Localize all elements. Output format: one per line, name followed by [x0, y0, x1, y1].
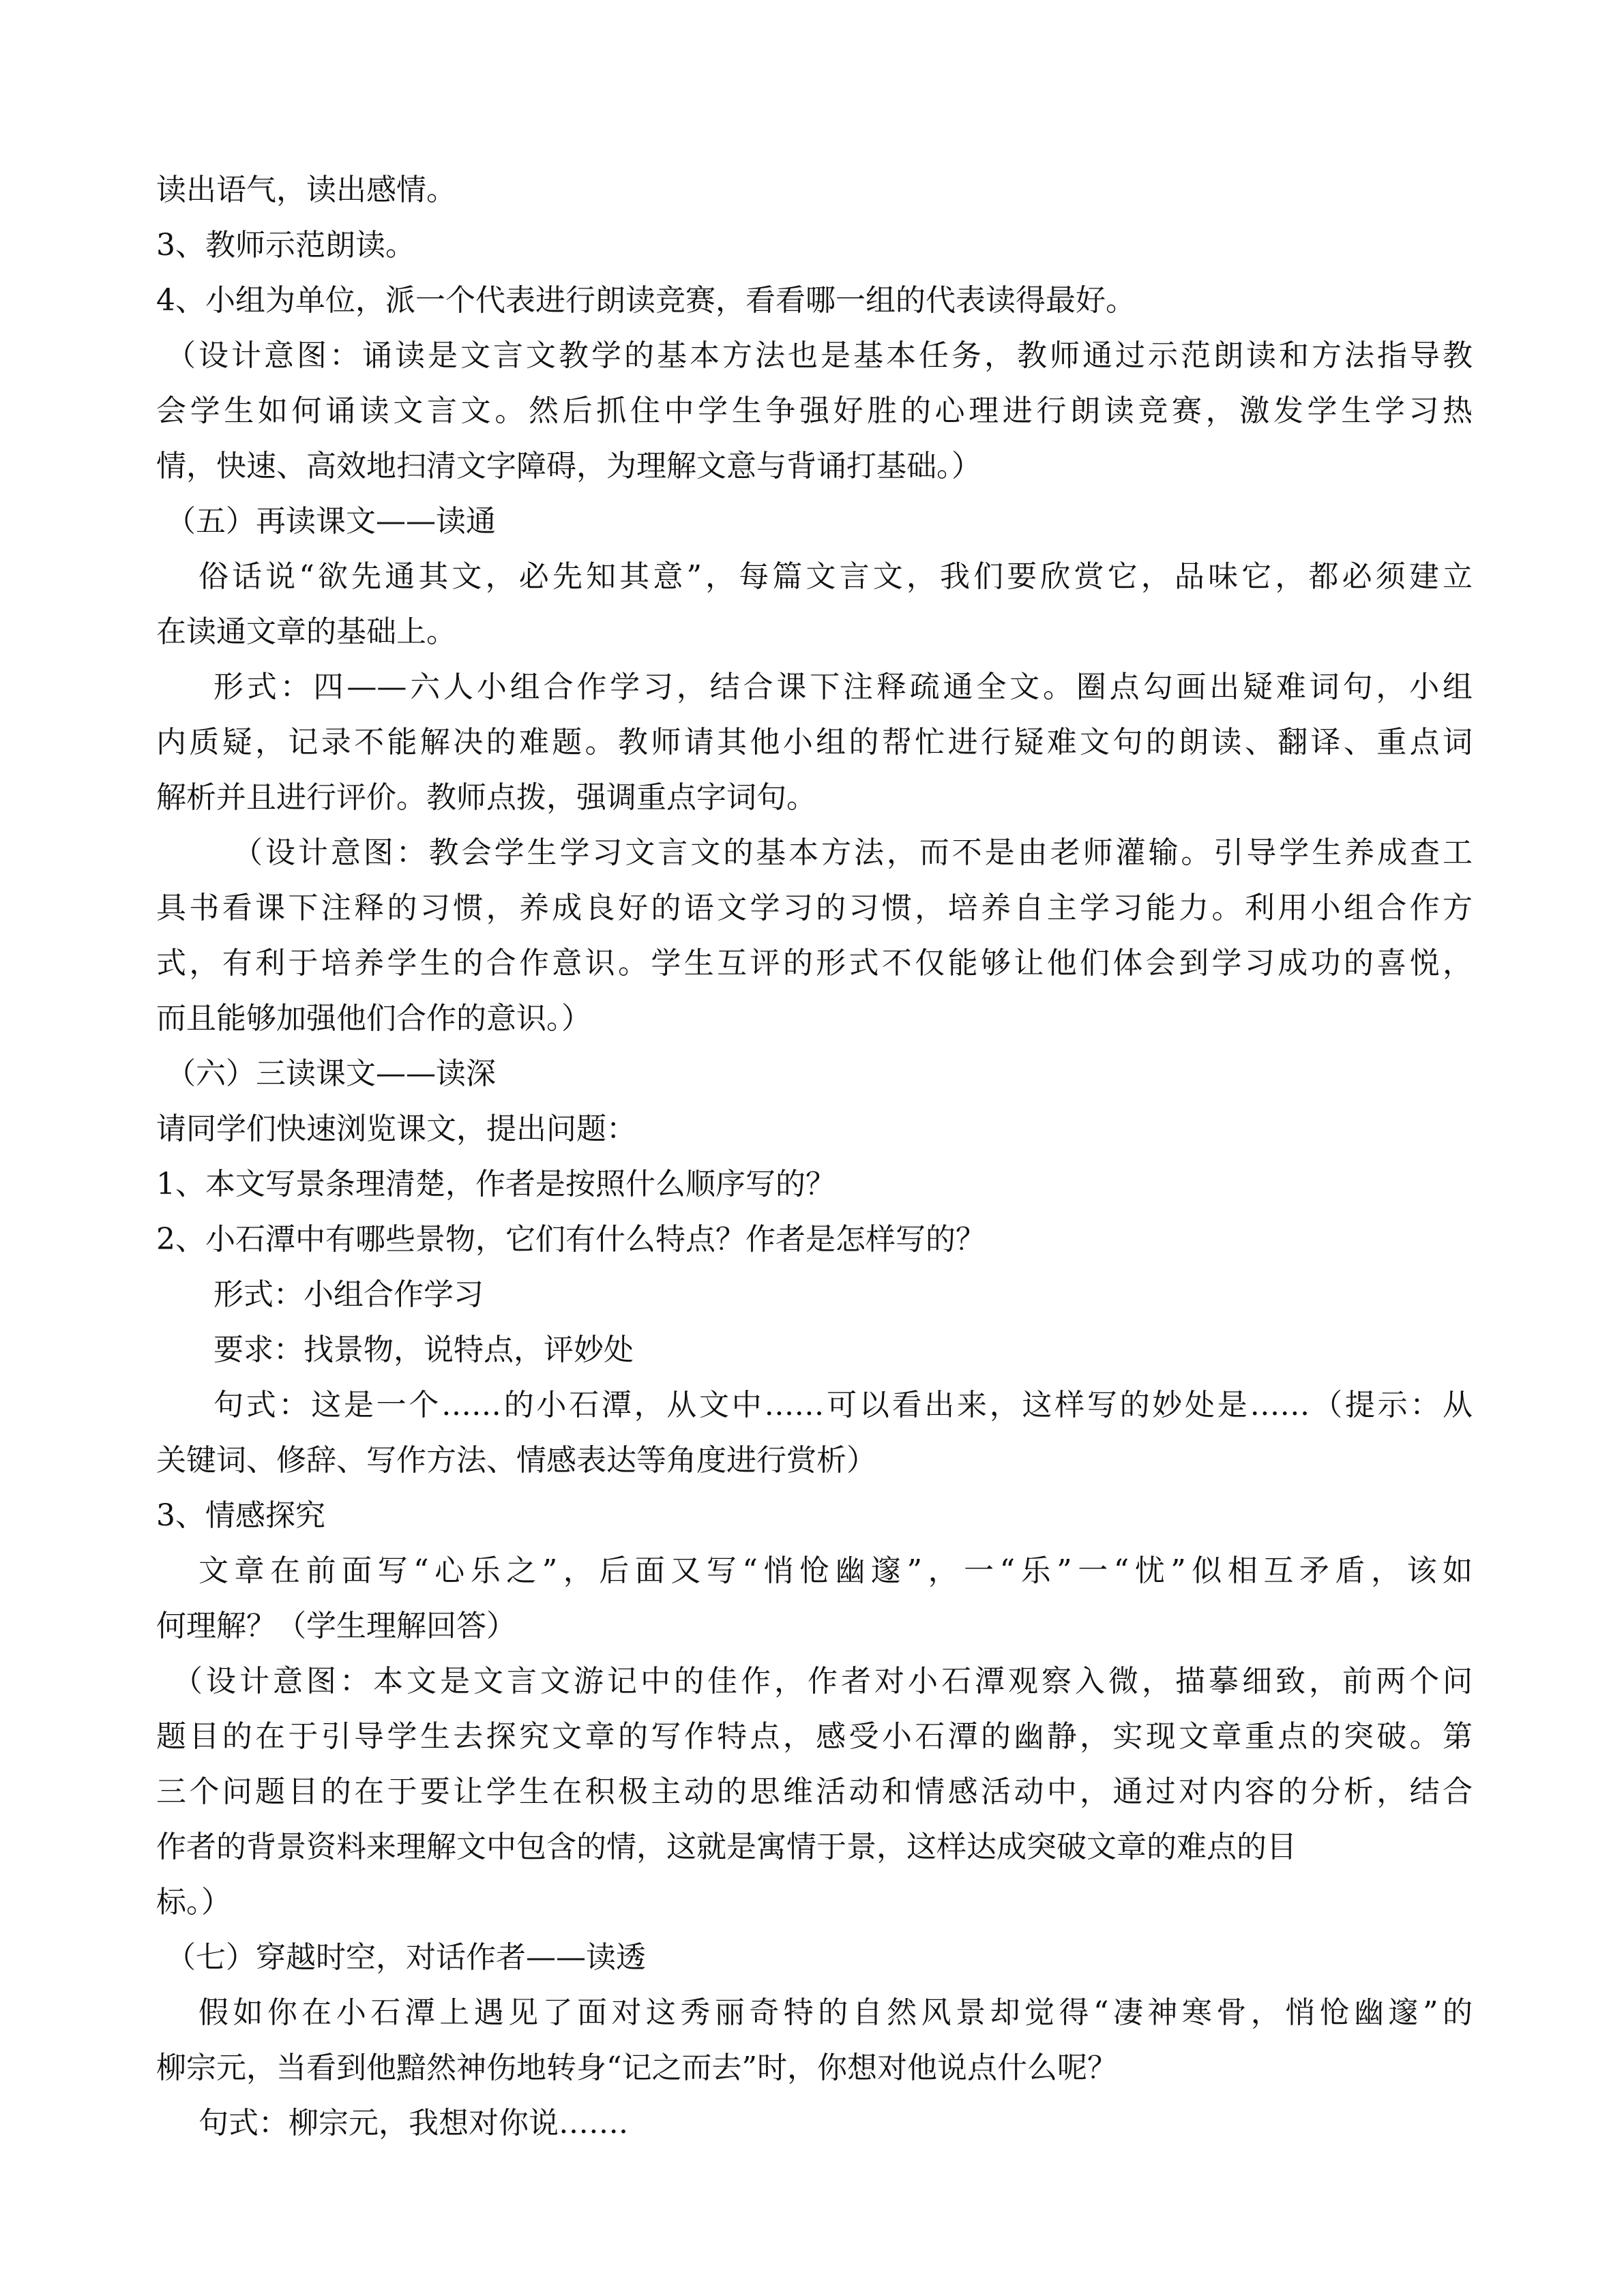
section-heading: （五）再读课文——读通 [166, 504, 496, 539]
text-line: 在读通文章的基础上。 [156, 614, 456, 649]
text-line: 式，有利于培养学生的合作意识。学生互评的形式不仅能够让他们体会到学习成功的喜悦， [156, 946, 1473, 981]
text-line: 句式：这是一个……的小石潭，从文中……可以看出来，这样写的妙处是……（提示：从 [213, 1388, 1473, 1422]
text-line: 读出语气，读出感情。 [156, 173, 456, 207]
section-heading: （六）三读课文——读深 [166, 1056, 496, 1091]
text-line: 要求：找景物，说特点，评妙处 [213, 1332, 634, 1367]
text-line: 具书看课下注释的习惯，养成良好的语文学习的习惯，培养自主学习能力。利用小组合作方 [156, 891, 1473, 925]
text-line: 标。） [156, 1885, 231, 1920]
text-line: （设计意图：诵读是文言文教学的基本方法也是基本任务，教师通过示范朗读和方法指导教 [166, 338, 1473, 373]
text-line: 解析并且进行评价。教师点拨，强调重点字词句。 [156, 780, 816, 815]
text-line: 题目的在于引导学生去探究文章的写作特点，感受小石潭的幽静，实现文章重点的突破。第 [156, 1719, 1473, 1754]
text-line: 句式：柳宗元，我想对你说……. [198, 2106, 628, 2141]
text-line: 而且能够加强他们合作的意识。） [156, 1001, 591, 1036]
list-item: 4、小组为单位，派一个代表进行朗读竞赛，看看哪一组的代表读得最好。 [156, 283, 1136, 318]
text-line: 何理解？（学生理解回答） [156, 1609, 516, 1643]
text-line: 柳宗元，当看到他黯然神伤地转身“记之而去”时，你想对他说点什么呢？ [156, 2051, 1117, 2085]
text-line: 形式：小组合作学习 [213, 1277, 484, 1312]
text-line: 关键词、修辞、写作方法、情感表达等角度进行赏析） [156, 1443, 876, 1478]
text-line: 请同学们快速浏览课文，提出问题： [156, 1112, 636, 1146]
text-line: 文章在前面写“心乐之”，后面又写“悄怆幽邃”，一“乐”一“忧”似相互矛盾，该如 [198, 1553, 1473, 1588]
text-line: 作者的背景资料来理解文中包含的情，这就是寓情于景，这样达成突破文章的难点的目 [156, 1830, 1297, 1864]
text-line: 内质疑，记录不能解决的难题。教师请其他小组的帮忙进行疑难文句的朗读、翻译、重点词 [156, 725, 1473, 760]
text-line: 情，快速、高效地扫清文字障碍，为理解文意与背诵打基础。） [156, 449, 981, 483]
text-line: 形式：四——六人小组合作学习，结合课下注释疏通全文。圈点勾画出疑难词句，小组 [213, 670, 1473, 704]
text-line: （设计意图：教会学生学习文言文的基本方法，而不是由老师灌输。引导学生养成查工 [233, 835, 1473, 870]
list-item: 2、小石潭中有哪些景物，它们有什么特点？作者是怎样写的？ [156, 1222, 986, 1257]
text-line: 会学生如何诵读文言文。然后抓住中学生争强好胜的心理进行朗读竞赛，激发学生学习热 [156, 393, 1473, 428]
text-line: （设计意图：本文是文言文游记中的佳作，作者对小石潭观察入微，描摹细致，前两个问 [173, 1664, 1473, 1699]
document-body [156, 162, 1473, 2151]
section-heading: （七）穿越时空，对话作者——读透 [166, 1940, 646, 1975]
list-item: 1、本文写景条理清楚，作者是按照什么顺序写的？ [156, 1167, 836, 1202]
text-line: 三个问题目的在于要让学生在积极主动的思维活动和情感活动中，通过对内容的分析，结合 [156, 1774, 1473, 1809]
text-line: 假如你在小石潭上遇见了面对这秀丽奇特的自然风景却觉得“凄神寒骨，悄怆幽邃”的 [198, 1995, 1473, 2030]
list-item: 3、情感探究 [156, 1498, 325, 1533]
list-item: 3、教师示范朗读。 [156, 228, 415, 263]
text-line: 俗话说“欲先通其文，必先知其意”，每篇文言文，我们要欣赏它，品味它，都必须建立 [198, 559, 1473, 594]
